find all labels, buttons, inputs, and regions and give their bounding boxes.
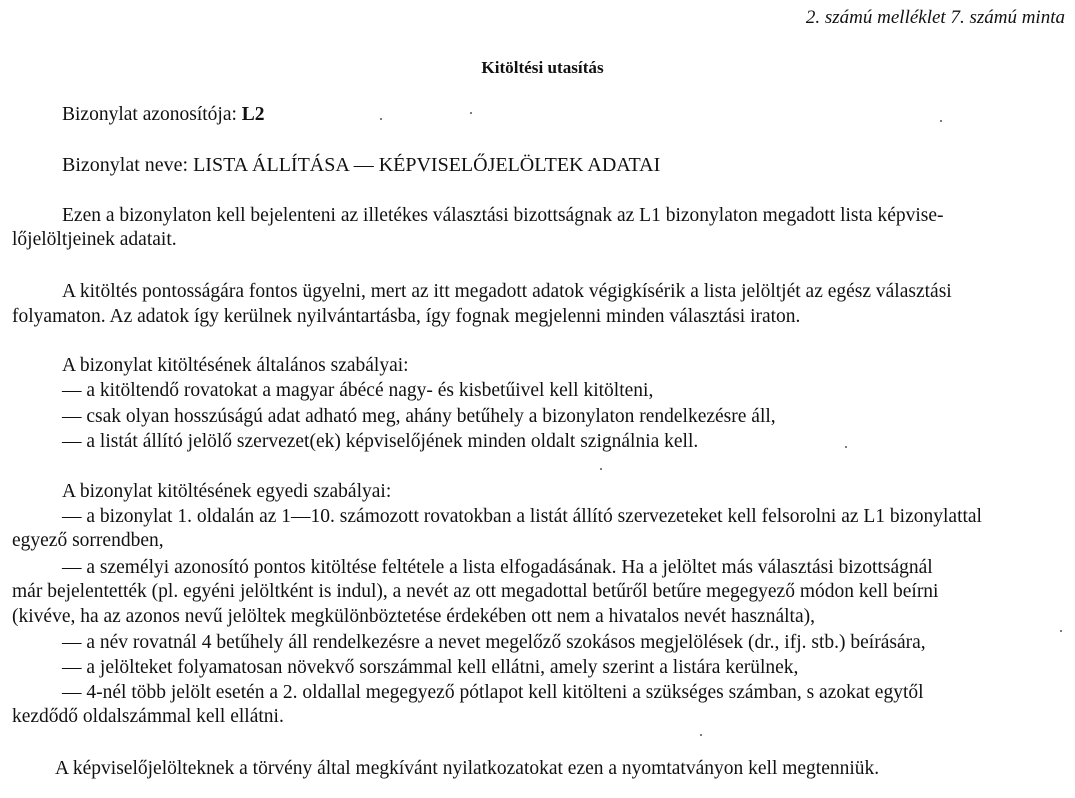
specific-rule-line: egyező sorrendben, [12, 530, 164, 551]
doc-name-line: Bizonylat neve: LISTA ÁLLÍTÁSA — KÉPVISELŐJELÖLTEK ADATAI [62, 154, 661, 176]
general-rule-item: — csak olyan hosszúságú adat adható meg, ahány betűhely a bizonylaton rendelkezésre áll, [62, 406, 776, 427]
specific-rule-line: — a személyi azonosító pontos kitöltése feltétele a lista elfogadásának. Ha a jelöltet más választási bizottságnál [62, 557, 933, 578]
specific-rule-line: már bejelentették (pl. egyéni jelöltként is indul), a nevét az ott megadottal betűről betűre megegyező módon kell beírni [12, 581, 939, 602]
specific-rule-line: — 4-nél több jelölt esetén a 2. oldallal megegyező pótlapot kell kitölteni a szükséges számban, s azokat egytől [62, 682, 924, 703]
scan-speck [845, 446, 847, 448]
specific-rule-line: kezdődő oldalszámmal kell ellátni. [12, 706, 284, 727]
document-title: Kitöltési utasítás [481, 58, 604, 77]
doc-id-line [62, 103, 265, 127]
scan-speck [380, 118, 382, 120]
specific-rules-heading: A bizonylat kitöltésének egyedi szabályai: [62, 481, 392, 502]
closing-statement: A képviselőjelölteknek a törvény által megkívánt nyilatkozatokat ezen a nyomtatványon kell megtenniük. [55, 758, 880, 779]
doc-id-value: L2 [241, 104, 265, 125]
specific-rule-line: — a jelölteket folyamatosan növekvő sorszámmal kell ellátni, amely szerint a listára kerülnek, [62, 657, 799, 678]
general-rule-item: — a kitöltendő rovatokat a magyar ábécé nagy- és kisbetűivel kell kitölteni, [62, 380, 654, 401]
accuracy-line-1: A kitöltés pontosságára fontos ügyelni, mert az itt megadott adatok végigkísérik a lista jelöltjét az egész választási [62, 281, 952, 302]
specific-rule-line: — a név rovatnál 4 betűhely áll rendelkezésre a nevet megelőző szokásos megjelölések (dr., ifj. stb.) beírására, [62, 632, 926, 653]
specific-rule-line: (kivéve, ha az azonos nevű jelöltek megkülönböztetése érdekében ott nem a hivatalos nevét használta), [12, 606, 815, 627]
intro-line-1: Ezen a bizonylaton kell bejelenteni az illetékes választási bizottságnak az L1 bizonylaton megadott lista képvise- [62, 205, 944, 226]
scan-speck [600, 468, 602, 470]
intro-line-2: lőjelöltjeinek adatait. [12, 229, 177, 250]
accuracy-line-2: folyamaton. Az adatok így kerülnek nyilvántartásba, így fognak megjelenni minden választási iraton. [12, 306, 801, 327]
scan-speck [700, 734, 702, 736]
scan-speck [1060, 630, 1062, 632]
doc-id-label: Bizonylat azonosítója: [62, 104, 237, 125]
general-rules-heading: A bizonylat kitöltésének általános szabályai: [62, 355, 409, 376]
scan-speck [470, 112, 472, 114]
general-rule-item: — a listát állító jelölő szervezet(ek) képviselőjének minden oldalt szignálnia kell. [62, 431, 699, 452]
specific-rule-line: — a bizonylat 1. oldalán az 1—10. számozott rovatokban a listát állító szervezeteket kell felsorolni az L1 bizonylattal [62, 506, 982, 527]
appendix-reference: 2. számú melléklet 7. számú minta [805, 7, 1065, 28]
scan-speck [940, 120, 942, 122]
